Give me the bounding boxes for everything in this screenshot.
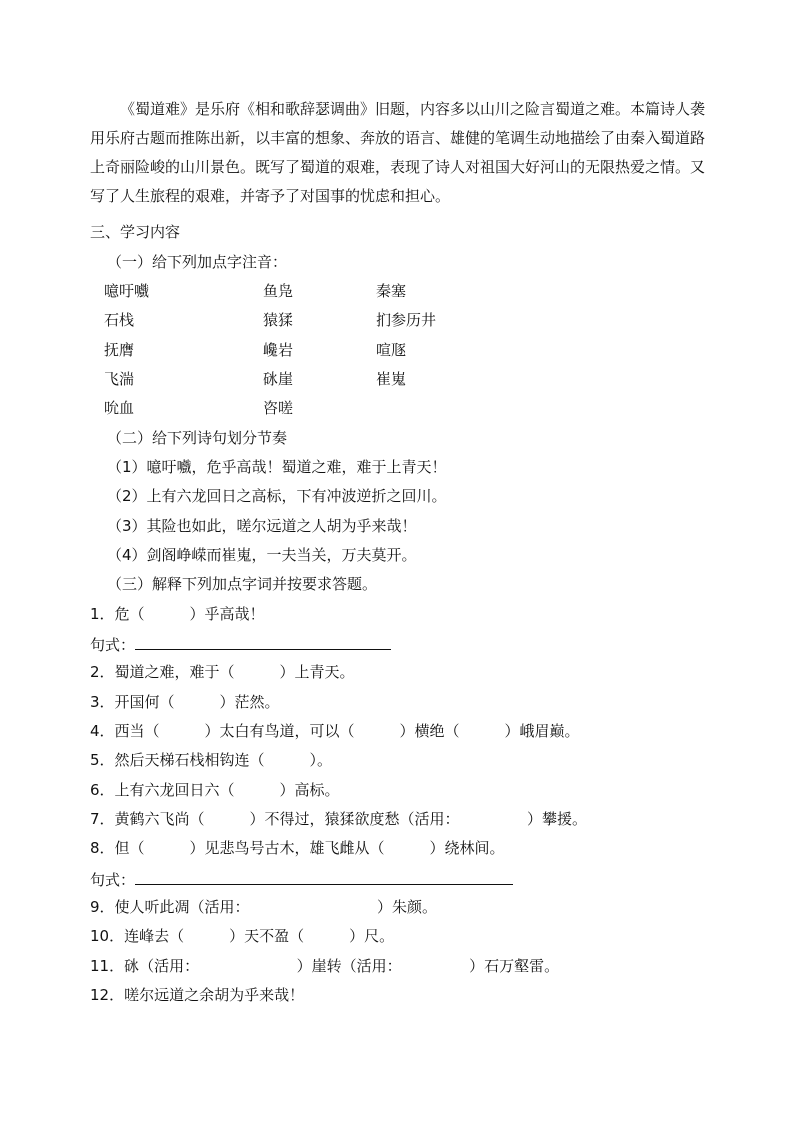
poem-line: （2）上有六龙回日之高标，下有冲波逆折之回川。 (107, 487, 447, 505)
question-2: 2．蜀道之难，难于（ ）上青天。 (90, 663, 355, 681)
question-4: 4．西当（ ）太白有鸟道，可以（ ）横绝（ ）峨眉巅。 (90, 722, 580, 740)
vocab-item: 咨嗟 (263, 399, 294, 417)
vocab-item: 石栈 (104, 311, 135, 329)
poem-line: （4）剑阁峥嵘而崔嵬，一夫当关，万夫莫开。 (107, 546, 417, 564)
vocab-item: 鱼凫 (263, 282, 294, 300)
question-12: 12．嗟尔远道之余胡为乎来哉！ (90, 986, 305, 1004)
pattern-row-8 (90, 868, 513, 890)
pattern-label: 句式： (90, 636, 136, 654)
part1-heading: （一）给下列加点字注音： (107, 253, 288, 271)
vocab-item: 猿猱 (263, 311, 294, 329)
question-11: 11．砯（活用： ）崖转（活用： ）石万壑雷。 (90, 957, 560, 975)
part3-heading: （三）解释下列加点字词并按要求答题。 (107, 575, 378, 593)
poem-line: （3）其险也如此，嗟尔远道之人胡为乎来哉！ (107, 517, 417, 535)
vocab-item: 崔嵬 (376, 370, 407, 388)
intro-paragraph: 《蜀道难》是乐府《相和歌辞瑟调曲》旧题，内容多以山川之险言蜀道之难。本篇诗人袭用乐府古题而推陈出新，以丰富的想象、奔放的语言、雄健的笔调生动地描绘了由秦入蜀道路上奇丽险峻的山川景色。既写了蜀道的艰难，表现了诗人对祖国大好河山的无限热爱之情。又写了人生旅程的艰难，并寄予了对国事的忧虑和担心。 (90, 100, 706, 205)
question-10: 10．连峰去（ ）天不盈（ ）尺。 (90, 927, 395, 945)
question-6: 6．上有六龙回日六（ ）高标。 (90, 781, 340, 799)
answer-line[interactable] (135, 868, 513, 885)
question-8: 8．但（ ）见悲鸟号古木，雄飞雌从（ ）绕林间。 (90, 839, 505, 857)
question-1: 1．危（ ）乎高哉！ (90, 605, 265, 623)
answer-line[interactable] (135, 633, 391, 650)
vocab-item: 喧豗 (376, 341, 407, 359)
pattern-label: 句式： (90, 871, 136, 889)
vocab-item: 吮血 (104, 399, 135, 417)
question-9: 9．使人听此凋（活用： ）朱颜。 (90, 898, 438, 916)
vocab-item: 秦塞 (376, 282, 407, 300)
vocab-item: 砯崖 (263, 370, 294, 388)
vocab-item: 抚膺 (104, 341, 135, 359)
section-heading: 三、学习内容 (90, 223, 181, 241)
question-3: 3．开国何（ ）茫然。 (90, 693, 280, 711)
vocab-item: 巉岩 (263, 341, 294, 359)
vocab-item: 飞湍 (104, 370, 135, 388)
vocab-item: 噫吁嚱 (104, 282, 150, 300)
pattern-row-1 (90, 633, 391, 655)
question-5: 5．然后天梯石栈相钩连（ ）。 (90, 751, 333, 769)
part2-heading: （二）给下列诗句划分节奏 (107, 429, 288, 447)
poem-line: （1）噫吁嚱，危乎高哉！蜀道之难，难于上青天！ (107, 458, 447, 476)
vocab-item: 扪参历井 (376, 311, 437, 329)
question-7: 7．黄鹤六飞尚（ ）不得过，猿猱欲度愁（活用： ）攀援。 (90, 810, 588, 828)
